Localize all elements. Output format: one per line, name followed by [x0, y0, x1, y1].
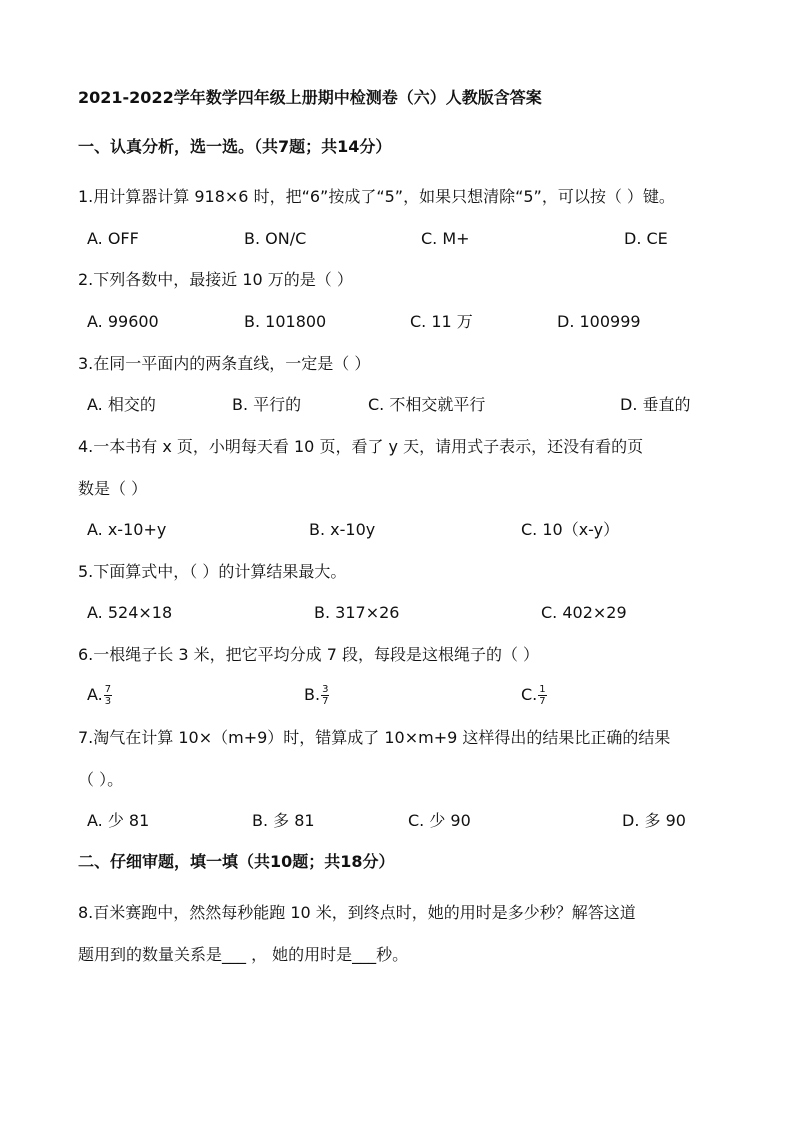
- q6-option-b-fraction: [321, 684, 329, 707]
- fraction-denominator: 3: [104, 696, 112, 707]
- q7-option-b: B. 多 81: [252, 811, 315, 830]
- q3-option-c: C. 不相交就平行: [368, 395, 486, 414]
- question-4-cont: 数是（ ）: [78, 479, 148, 498]
- q6-option-c-fraction: [538, 684, 546, 707]
- q1-option-c: C. M+: [421, 229, 470, 248]
- fraction-numerator: 3: [322, 684, 329, 695]
- question-7-cont: （ ）。: [78, 770, 124, 789]
- q4-option-c: C. 10（x-y）: [521, 520, 620, 539]
- q6-option-a: [87, 680, 112, 710]
- q6-option-b: [304, 680, 329, 710]
- q5-option-c: C. 402×29: [541, 603, 627, 622]
- fraction-denominator: 7: [322, 696, 329, 707]
- q2-option-c: C. 11 万: [410, 312, 473, 331]
- q3-option-b: B. 平行的: [232, 395, 302, 414]
- question-8: 8.百米赛跑中，然然每秒能跑 10 米，到终点时，她的用时是多少秒？解答这道: [78, 903, 636, 922]
- q6-option-c: [521, 680, 547, 710]
- q4-option-a: A. x-10+y: [87, 520, 167, 539]
- question-4: 4.一本书有 x 页，小明每天看 10 页，看了 y 天，请用式子表示，还没有看的页: [78, 437, 644, 456]
- q7-option-d: D. 多 90: [622, 811, 686, 830]
- q3-option-a: A. 相交的: [87, 395, 156, 414]
- question-1: 1.用计算器计算 918×6 时，把“6”按成了“5”，如果只想清除“5”，可以按（ ）键。: [78, 187, 675, 206]
- q2-option-b: B. 101800: [244, 312, 327, 331]
- question-8-cont: 题用到的数量关系是___ ， 她的用时是___秒。: [78, 945, 409, 964]
- question-5: 5.下面算式中，（ ）的计算结果最大。: [78, 562, 347, 581]
- q5-option-b: B. 317×26: [314, 603, 400, 622]
- q2-option-d: D. 100999: [557, 312, 641, 331]
- fraction-numerator: 7: [104, 684, 112, 695]
- q1-option-d: D. CE: [624, 229, 668, 248]
- q6-option-c-label: C.: [521, 685, 538, 704]
- fraction-denominator: 7: [539, 696, 546, 707]
- q1-option-a: A. OFF: [87, 229, 139, 248]
- q4-option-b: B. x-10y: [309, 520, 376, 539]
- question-6: 6.一根绳子长 3 米，把它平均分成 7 段，每段是这根绳子的（ ）: [78, 645, 540, 664]
- q1-option-b: B. ON/C: [244, 229, 307, 248]
- q7-option-c: C. 少 90: [408, 811, 471, 830]
- question-3: 3.在同一平面内的两条直线，一定是（ ）: [78, 354, 371, 373]
- section-heading-2: 二、仔细审题，填一填（共10题；共18分）: [78, 852, 395, 871]
- q6-option-b-label: B.: [304, 685, 321, 704]
- fraction-numerator: 1: [539, 684, 546, 695]
- q2-option-a: A. 99600: [87, 312, 159, 331]
- question-7: 7.淘气在计算 10×（m+9）时，错算成了 10×m+9 这样得出的结果比正确的结果: [78, 728, 671, 747]
- question-2: 2.下列各数中，最接近 10 万的是（ ）: [78, 270, 353, 289]
- q5-option-a: A. 524×18: [87, 603, 173, 622]
- q6-option-a-label: A.: [87, 685, 103, 704]
- q6-option-a-fraction: [104, 684, 112, 707]
- q3-option-d: D. 垂直的: [620, 395, 691, 414]
- section-heading-1: 一、认真分析，选一选。（共7题；共14分）: [78, 137, 392, 156]
- q7-option-a: A. 少 81: [87, 811, 150, 830]
- page-title: 2021-2022学年数学四年级上册期中检测卷（六）人教版含答案: [78, 88, 542, 107]
